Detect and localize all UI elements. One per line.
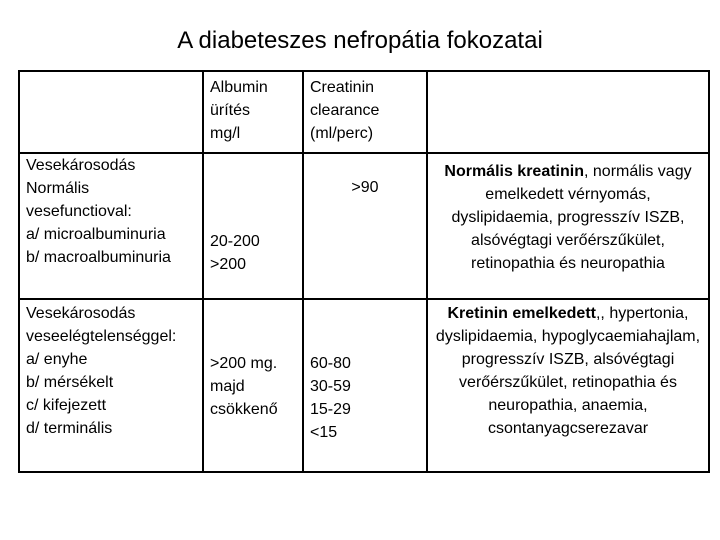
header-clearance-line: clearance [310, 102, 380, 119]
stage-cell [19, 153, 203, 299]
albumin-cell [203, 299, 303, 472]
stage-line: b/ macroalbuminuria [26, 249, 171, 266]
clearance-value: <15 [310, 424, 338, 441]
clearance-value: 15-29 [310, 401, 351, 418]
stage-line: Vesekárosodás [26, 305, 136, 322]
albumin-cell [203, 153, 303, 299]
header-albumin-line: ürítés [210, 102, 251, 119]
table-row [19, 153, 709, 299]
stage-line: a/ microalbuminuria [26, 226, 166, 243]
table-row [19, 299, 709, 472]
clearance-value: >90 [351, 179, 379, 196]
header-cell-albumin [203, 71, 303, 153]
stage-line: veseelégtelenséggel: [26, 328, 177, 345]
table-header-row [19, 71, 709, 153]
description-text: ,, hypertonia, dyslipidaemia, hypoglycaemiahajlam, progresszív ISZB, alsóvégtagi verőérszűkület, retinopathia és neuropathia, anaemia, csontanyagcserezavar [435, 305, 701, 437]
stage-line: Normális [26, 180, 90, 197]
header-cell-description [427, 71, 709, 153]
albumin-value: majd [210, 378, 245, 395]
albumin-value: >200 [210, 256, 247, 273]
header-clearance-line: (ml/perc) [310, 125, 374, 142]
nephropathy-table [18, 70, 710, 473]
header-albumin-line: mg/l [210, 125, 241, 142]
description-bold: Normális kreatinin [444, 163, 584, 180]
stage-line: a/ enyhe [26, 351, 88, 368]
albumin-value: csökkenő [210, 401, 278, 418]
albumin-value: 20-200 [210, 233, 260, 250]
albumin-value: >200 mg. [210, 355, 278, 372]
description-bold: Kretinin emelkedett [447, 305, 596, 322]
clearance-value: 60-80 [310, 355, 351, 372]
description-cell [427, 153, 709, 299]
clearance-cell [303, 153, 427, 299]
header-albumin-line: Albumin [210, 79, 268, 96]
stage-line: b/ mérsékelt [26, 374, 114, 391]
stage-line: c/ kifejezett [26, 397, 107, 414]
header-cell-clearance [303, 71, 427, 153]
page-title: A diabeteszes nefropátia fokozatai [177, 27, 543, 54]
stage-line: vesefunctioval: [26, 203, 132, 220]
header-clearance-line: Creatinin [310, 79, 375, 96]
clearance-value: 30-59 [310, 378, 351, 395]
description-cell [427, 299, 709, 472]
stage-line: Vesekárosodás [26, 157, 136, 174]
description-text: , normális vagy emelkedett vérnyomás, dyslipidaemia, progresszív ISZB, alsóvégtagi verőérszűkület, retinopathia és neuropathia [451, 163, 692, 272]
stage-cell [19, 299, 203, 472]
clearance-cell [303, 299, 427, 472]
stage-line: d/ terminális [26, 420, 113, 437]
header-cell-stage [19, 71, 203, 153]
